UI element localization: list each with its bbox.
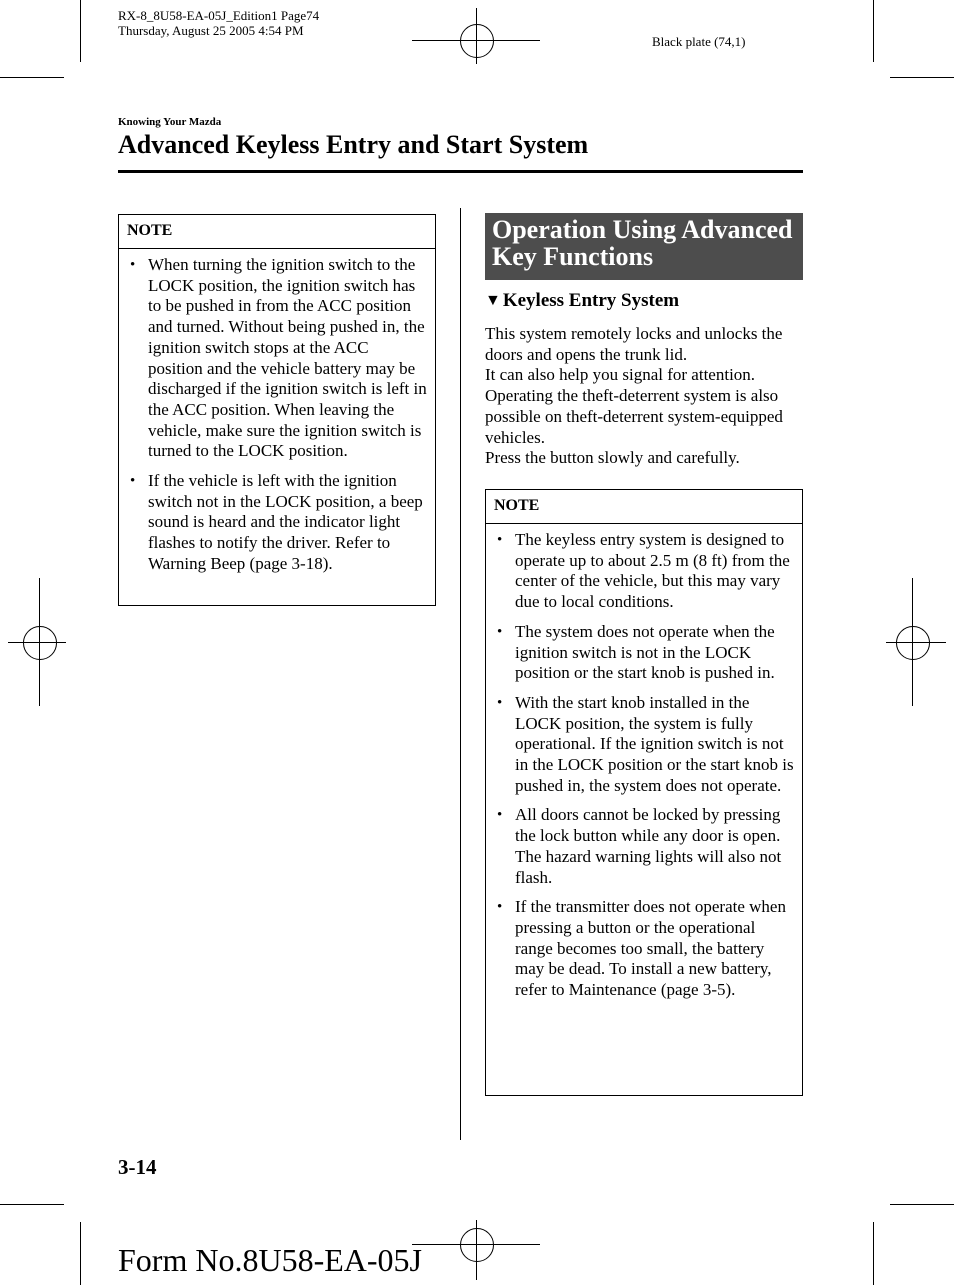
note-item: • With the start knob installed in the LOCK position, the system is fully operational. If the ignition switch is not in the LOCK position or the start knob is pushed in, the system does not operate.: [494, 693, 794, 797]
plate-label: Black plate (74,1): [652, 34, 746, 49]
section-banner: Operation Using Advanced Key Functions: [485, 213, 803, 280]
note-item: • The system does not operate when the ignition switch is not in the LOCK position or the start knob is pushed in.: [494, 622, 794, 684]
left-note-list: [127, 255, 427, 575]
page-title: Advanced Keyless Entry and Start System: [118, 130, 589, 159]
paragraph: Press the button slowly and carefully.: [485, 448, 740, 468]
right-note-list: [494, 530, 794, 1001]
print-info: [118, 8, 319, 38]
column-divider: [460, 208, 461, 1140]
note-item: • When turning the ignition switch to the LOCK position, the ignition switch has to be pushed in from the ACC position and turned. Without being pushed in, the ignition switch stops at the ACC position and the vehicle battery may be discharged if the ignition switch is left in the ACC position. When leaving the vehicle, make sure the ignition switch is turned to the LOCK position.: [127, 255, 427, 462]
note-item: • The keyless entry system is designed to operate up to about 2.5 m (8 ft) from the center of the vehicle, but this may vary due to local conditions.: [494, 530, 794, 613]
note-heading: NOTE: [119, 215, 435, 249]
right-note-box: [485, 489, 803, 1096]
subheading-text: Keyless Entry System: [502, 290, 680, 311]
subheading: [485, 290, 679, 312]
paragraph: It can also help you signal for attention.: [485, 365, 756, 385]
left-note-box: [118, 214, 436, 606]
paragraph: Operating the theft-deterrent system is also possible on theft-deterrent system-equipped vehicles.: [485, 386, 783, 447]
body-text: [485, 324, 803, 469]
triangle-marker-icon: ▼: [485, 292, 501, 309]
section-label: Knowing Your Mazda: [118, 116, 222, 128]
paragraph: This system remotely locks and unlocks the doors and opens the trunk lid.: [485, 324, 783, 364]
title-rule: [118, 170, 803, 173]
note-heading: NOTE: [486, 490, 802, 524]
file-line: RX-8_8U58-EA-05J_Edition1 Page74: [118, 8, 320, 23]
note-item: • If the transmitter does not operate when pressing a button or the operational range becomes too small, the battery may be dead. To install a new battery, refer to Maintenance (page 3-5).: [494, 897, 794, 1001]
date-line: Thursday, August 25 2005 4:54 PM: [118, 23, 304, 38]
note-item: • All doors cannot be locked by pressing the lock button while any door is open. The hazard warning lights will also not flash.: [494, 805, 794, 888]
page-number: 3-14: [118, 1155, 157, 1179]
note-item: • If the vehicle is left with the ignition switch not in the LOCK position, a beep sound is heard and the indicator light flashes to notify the driver. Refer to Warning Beep (page 3-18).: [127, 471, 427, 575]
form-number: Form No.8U58-EA-05J: [118, 1242, 422, 1278]
